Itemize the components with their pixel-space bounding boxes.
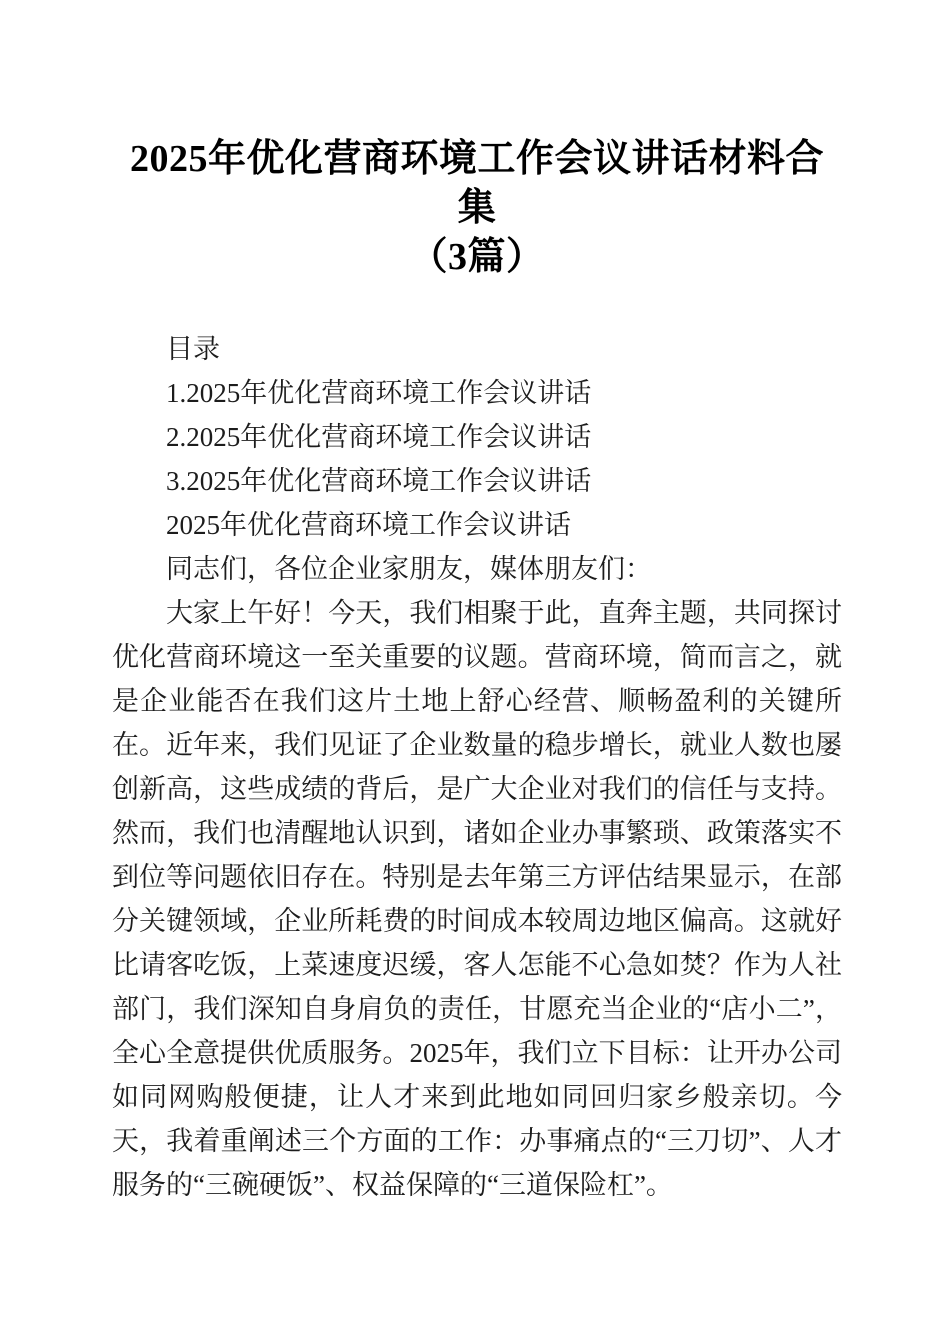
document-body bbox=[112, 327, 842, 1207]
article-title: 2025年优化营商环境工作会议讲话 bbox=[166, 510, 571, 540]
toc-item-2: 2.2025年优化营商环境工作会议讲话 bbox=[166, 422, 592, 452]
document-title-line-2: （3篇） bbox=[409, 236, 545, 278]
document-title-line-1: 2025年优化营商环境工作会议讲话材料合集 bbox=[129, 138, 824, 229]
document-title bbox=[112, 135, 842, 282]
article-salutation: 同志们，各位企业家朋友，媒体朋友们： bbox=[166, 554, 652, 584]
toc-item-1: 1.2025年优化营商环境工作会议讲话 bbox=[166, 378, 592, 408]
toc-heading: 目录 bbox=[166, 334, 220, 364]
toc-item-3: 3.2025年优化营商环境工作会议讲话 bbox=[166, 466, 592, 496]
article-paragraph: 大家上午好！今天，我们相聚于此，直奔主题，共同探讨优化营商环境这一至关重要的议题。营商环境，简而言之，就是企业能否在我们这片土地上舒心经营、顺畅盈利的关键所在。近年来，我们见证了企业数量的稳步增长，就业人数也屡创新高，这些成绩的背后，是广大企业对我们的信任与支持。然而，我们也清醒地认识到，诸如企业办事繁琐、政策落实不到位等问题依旧存在。特别是去年第三方评估结果显示，在部分关键领域，企业所耗费的时间成本较周边地区偏高。这就好比请客吃饭，上菜速度迟缓，客人怎能不心急如焚？作为人社部门，我们深知自身肩负的责任，甘愿充当企业的“店小二”，全心全意提供优质服务。2025年，我们立下目标：让开办公司如同网购般便捷，让人才来到此地如同回归家乡般亲切。今天，我着重阐述三个方面的工作：办事痛点的“三刀切”、人才服务的“三碗硬饭”、权益保障的“三道保险杠”。 bbox=[112, 598, 842, 1200]
